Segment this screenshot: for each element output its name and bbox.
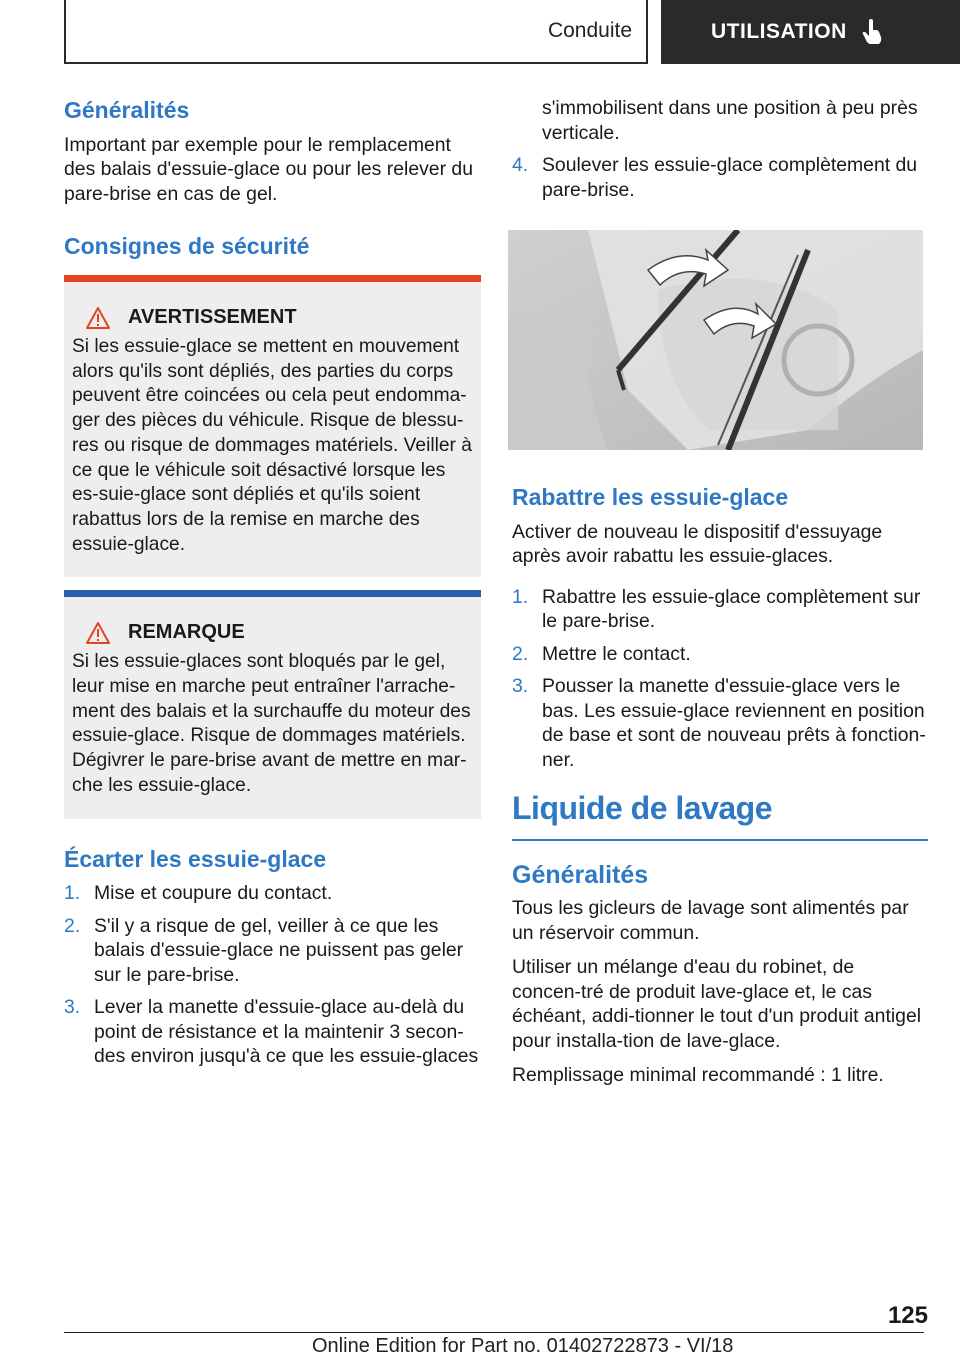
consignes-heading: Consignes de sécurité xyxy=(64,233,310,260)
ecarter-heading: Écarter les essuie-glace xyxy=(64,845,327,872)
note-title xyxy=(72,621,473,644)
list-item: 2. Mettre le contact. xyxy=(512,642,691,665)
liquide-heading: Liquide de lavage xyxy=(512,790,928,841)
rabattre-steps xyxy=(512,585,928,773)
warning-text: Si les essuie-glace se mettent en mouvement alors qu'ils sont dépliés, des parties du corps peuvent être coincées ou cela peut endomma-ger des pièces du véhicule. Risque de blessu-res ou risque de dommages matériels. Veiller à ce que le véhicule soit désactivé lorsque les es-suie-glace sont dépliés et qu'ils soient rabattus lors de la remise en marche des essuie-glace. xyxy=(72,336,472,555)
liquide-generalites-heading: Généralités xyxy=(512,861,649,890)
list-item: 2. S'il y a risque de gel, veiller à ce que les balais d'essuie-glace ne puissent pas geler sur le pare-brise. xyxy=(64,914,464,986)
left-column xyxy=(64,96,481,1077)
rabattre-heading: Rabattre les essuie-glace xyxy=(512,484,789,510)
liquide-paragraph-1: Tous les gicleurs de lavage sont alimentés par un réservoir commun. xyxy=(512,897,909,944)
liquide-paragraph-3: Remplissage minimal recommandé : 1 litre. xyxy=(512,1064,884,1087)
header xyxy=(64,0,960,66)
section-tab xyxy=(661,0,960,64)
warning-triangle-icon xyxy=(86,622,110,644)
warning-label: AVERTISSEMENT xyxy=(128,306,297,328)
chapter-tab xyxy=(64,0,648,64)
rabattre-intro: Activer de nouveau le dispositif d'essuyage après avoir rabattu les essuie-glaces. xyxy=(512,520,883,568)
list-item: 1. Mise et coupure du contact. xyxy=(64,882,333,905)
warning-triangle-icon xyxy=(86,307,110,329)
warning-box xyxy=(64,275,481,577)
generalites-heading: Généralités xyxy=(64,97,190,123)
hand-pointer-icon xyxy=(861,19,883,45)
list-item: 1. Rabattre les essuie-glace complètement sur le pare-brise. xyxy=(512,585,921,633)
note-box xyxy=(64,590,481,818)
ecarter-steps-continued xyxy=(512,96,928,202)
ecarter-steps xyxy=(64,881,481,1069)
chapter-label: Conduite xyxy=(547,19,632,42)
footer-edition: Online Edition for Part no. 01402722873 - VI/18 xyxy=(312,1335,734,1357)
list-item: s'immobilisent dans une position à peu près verticale. xyxy=(542,97,918,144)
generalites-text: Important par exemple pour le remplacement des balais d'essuie-glace ou pour les relever du pare-brise en cas de gel. xyxy=(64,133,473,205)
wiper-illustration xyxy=(508,230,923,450)
list-item: 3. Pousser la manette d'essuie-glace vers le bas. Les essuie-glace reviennent en position de base et sont de nouveau prêts à fonction-ner. xyxy=(512,675,926,771)
section-label: UTILISATION xyxy=(711,20,847,43)
list-item: 3. Lever la manette d'essuie-glace au-delà du point de résistance et la maintenir 3 secon-des environ jusqu'à ce que les essuie-glaces xyxy=(64,996,479,1068)
liquide-paragraph-2: Utiliser un mélange d'eau du robinet, de concen-tré de produit lave-glace et, le cas échéant, addi-tionner le tout d'un produit antigel pour installa-tion de lave-glace. xyxy=(512,956,922,1052)
warning-title xyxy=(72,306,473,329)
note-label: REMARQUE xyxy=(128,621,245,644)
page-number: 125 xyxy=(887,1302,928,1329)
list-item: 4. Soulever les essuie-glace complètement du pare-brise. xyxy=(512,154,918,201)
footer-divider xyxy=(64,1332,924,1333)
right-column xyxy=(512,96,928,1088)
note-text: Si les essuie-glaces sont bloqués par le gel, leur mise en marche peut entraîner l'arrache-ment des balais et la surchauffe du moteur des essuie-glace. Risque de dommages matériels. Dégivrer le pare-brise avant de mettre en mar-che les essuie-glace. xyxy=(72,651,471,796)
